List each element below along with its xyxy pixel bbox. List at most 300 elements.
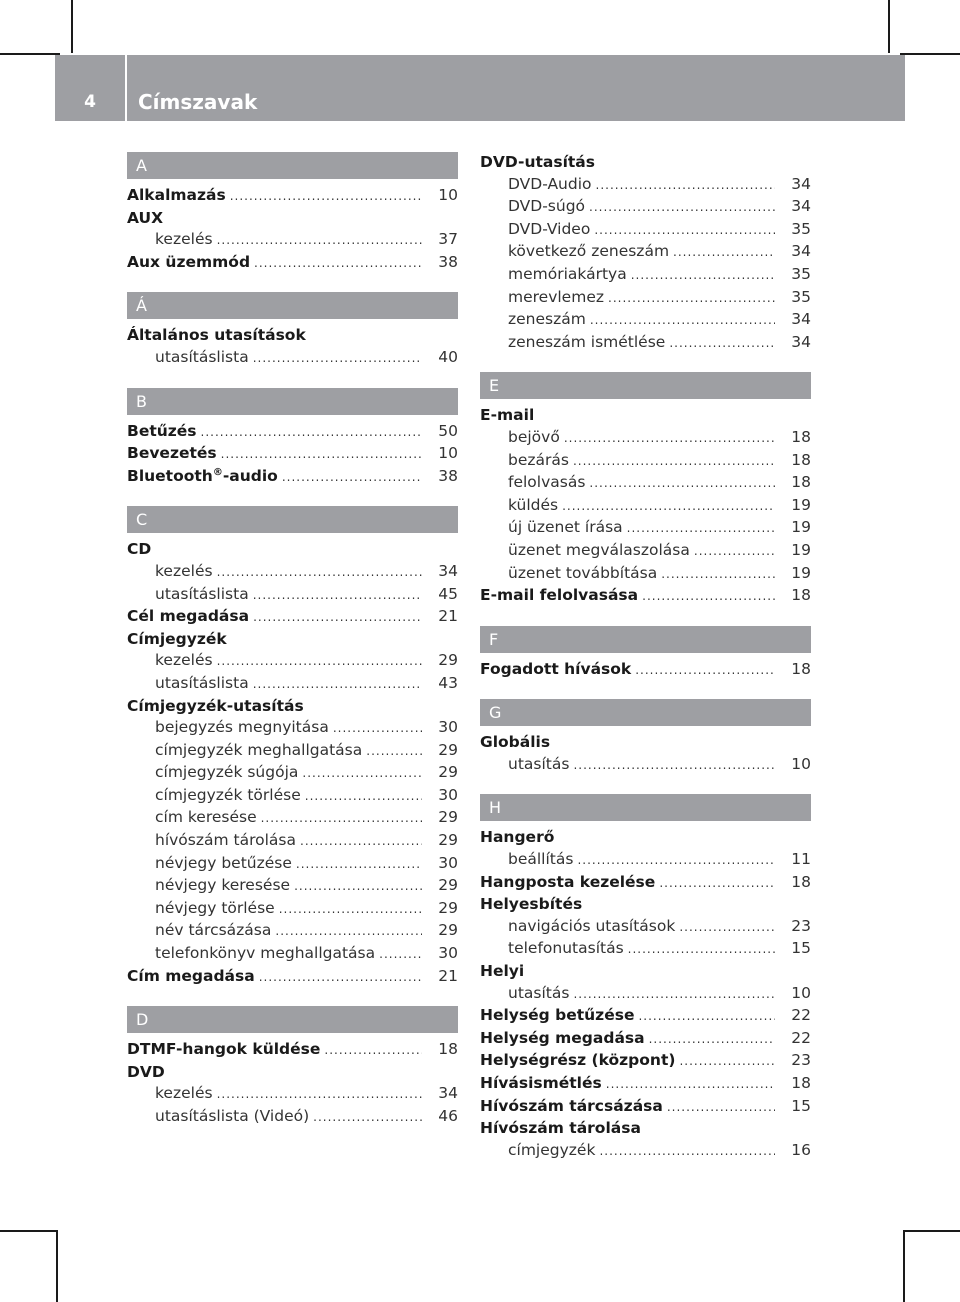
dot-leader xyxy=(253,674,422,696)
page-ref: 18 xyxy=(791,586,811,605)
index-subentry xyxy=(127,898,458,921)
dot-leader xyxy=(201,422,422,444)
page-ref: 11 xyxy=(791,850,811,869)
dot-leader xyxy=(590,310,775,332)
entry-label xyxy=(155,920,271,942)
dot-leader xyxy=(661,564,775,586)
entry-label xyxy=(155,943,375,965)
entry-label-text: üzenet továbbítása xyxy=(508,563,658,582)
page-ref: 34 xyxy=(791,242,811,261)
entry-label xyxy=(155,830,296,852)
page-ref: 34 xyxy=(791,332,811,351)
dot-leader xyxy=(642,586,775,608)
dot-leader xyxy=(313,1107,422,1129)
index-entry xyxy=(127,466,458,489)
crop-mark xyxy=(71,0,73,53)
crop-mark xyxy=(888,0,890,53)
page-ref: 35 xyxy=(791,287,811,306)
entry-label-text: címjegyzék meghallgatása xyxy=(155,740,363,759)
entry-label-text: küldés xyxy=(508,495,559,514)
entry-label xyxy=(155,875,290,897)
page-ref: 21 xyxy=(438,966,458,985)
entry-label xyxy=(155,807,257,829)
entry-label-text: telefonutasítás xyxy=(508,939,624,958)
dot-leader xyxy=(573,451,775,473)
index-heading: Címjegyzék xyxy=(127,629,227,648)
dot-leader xyxy=(324,1040,422,1062)
entry-label xyxy=(480,585,638,607)
letter-bar: G xyxy=(480,699,811,726)
letter-bar: Á xyxy=(127,292,458,319)
index-subentry xyxy=(480,916,811,939)
index-subentry xyxy=(480,938,811,961)
entry-label-text: Bluetooth xyxy=(127,466,213,485)
entry-label-text: DVD-Audio xyxy=(508,174,592,193)
index-subentry xyxy=(480,287,811,310)
entry-label-text: utasítás xyxy=(508,754,570,773)
index-subentry xyxy=(127,347,458,370)
entry-label xyxy=(508,495,558,517)
index-entry xyxy=(480,1073,811,1096)
index-subentry xyxy=(480,174,811,197)
page-ref: 43 xyxy=(438,673,458,692)
dot-leader xyxy=(589,473,775,495)
dot-leader xyxy=(261,808,422,830)
page-ref: 18 xyxy=(791,427,811,446)
dot-leader xyxy=(217,1084,422,1106)
dot-leader xyxy=(302,763,422,785)
page-ref: 18 xyxy=(791,1074,811,1092)
entry-label xyxy=(127,185,226,207)
entry-label-text: címjegyzék törlése xyxy=(155,785,301,804)
index-subentry xyxy=(480,849,811,872)
index-subentry xyxy=(127,584,458,607)
page-ref: 46 xyxy=(438,1107,458,1125)
index-subentry xyxy=(127,853,458,876)
index-entry xyxy=(480,872,811,895)
dot-leader xyxy=(217,651,422,673)
entry-label-suffix: -audio xyxy=(222,466,278,485)
entry-label xyxy=(508,517,623,539)
index-entry xyxy=(480,1050,811,1073)
page-ref: 19 xyxy=(791,495,811,514)
entry-label-text: névjegy betűzése xyxy=(155,853,292,872)
entry-label xyxy=(155,229,213,251)
page-ref: 22 xyxy=(791,1006,811,1025)
entry-label xyxy=(508,563,657,585)
entry-label-text: Hívószám tárcsázása xyxy=(480,1096,663,1115)
page-ref: 29 xyxy=(438,651,458,670)
dot-leader xyxy=(659,873,775,895)
index-entry xyxy=(480,1005,811,1028)
index-heading: Hangerő xyxy=(480,828,555,847)
entry-label xyxy=(508,540,690,562)
crop-mark xyxy=(56,1230,58,1302)
entry-label-text: utasításlista (Videó) xyxy=(155,1107,310,1125)
index-subentry xyxy=(127,943,458,966)
dot-leader xyxy=(638,1006,775,1028)
index-subentry xyxy=(127,650,458,673)
entry-label xyxy=(508,754,569,776)
page-ref: 29 xyxy=(438,740,458,759)
entry-label-text: kezelés xyxy=(155,1084,213,1103)
dot-leader xyxy=(366,741,422,763)
page-ref: 22 xyxy=(791,1028,811,1047)
page-ref: 37 xyxy=(438,230,458,249)
entry-label-text: Cím megadása xyxy=(127,966,255,985)
index-entry xyxy=(127,185,458,208)
letter-bar: C xyxy=(127,506,458,533)
entry-label-text: utasításlista xyxy=(155,673,249,692)
dot-leader xyxy=(599,1141,775,1163)
entry-label-text: E-mail felolvasása xyxy=(480,586,639,605)
index-subentry xyxy=(127,1083,458,1106)
entry-label xyxy=(508,332,665,354)
page-ref: 29 xyxy=(438,831,458,850)
page-ref: 34 xyxy=(438,1084,458,1103)
entry-label-text: zeneszám xyxy=(508,310,586,329)
index-entry xyxy=(127,606,458,629)
entry-label-text: DVD-súgó xyxy=(508,197,586,216)
index-subentry xyxy=(127,229,458,252)
page-ref: 29 xyxy=(438,898,458,917)
index-subentry xyxy=(127,785,458,808)
entry-label xyxy=(155,1083,213,1105)
page-header xyxy=(55,55,905,121)
entry-label xyxy=(127,966,255,988)
index-heading: Hívószám tárolása xyxy=(480,1119,641,1138)
dot-leader xyxy=(300,831,422,853)
dot-leader xyxy=(631,265,775,287)
page-ref: 18 xyxy=(791,473,811,492)
index-subentry xyxy=(480,219,811,242)
dot-leader xyxy=(589,197,775,219)
letter-bar: A xyxy=(127,152,458,179)
letter-bar: F xyxy=(480,626,811,653)
entry-label xyxy=(480,1073,602,1095)
entry-label xyxy=(127,1039,320,1061)
page-ref: 35 xyxy=(791,264,811,283)
entry-label xyxy=(508,983,569,1005)
page-ref: 45 xyxy=(438,584,458,603)
index-entry xyxy=(127,421,458,444)
entry-label xyxy=(508,241,669,263)
page-ref: 30 xyxy=(438,785,458,804)
page-ref: 19 xyxy=(791,563,811,582)
page-ref: 18 xyxy=(791,659,811,678)
dot-leader xyxy=(564,428,775,450)
index-subentry xyxy=(480,264,811,287)
entry-label-text: bejegyzés megnyitása xyxy=(155,718,329,737)
entry-label-text: Helységrész (központ) xyxy=(480,1051,676,1070)
entry-label-text: üzenet megválaszolása xyxy=(508,540,690,559)
entry-label-text: felolvasás xyxy=(508,473,586,492)
crop-mark xyxy=(903,1230,905,1302)
entry-label xyxy=(155,673,249,695)
entry-label-text: bejövő xyxy=(508,427,560,446)
dot-leader xyxy=(562,496,775,518)
dot-leader xyxy=(573,984,775,1006)
entry-label-text: Helység betűzése xyxy=(480,1006,635,1025)
entry-label-text: merevlemez xyxy=(508,287,604,306)
entry-label-text: DTMF-hangok küldése xyxy=(127,1040,321,1059)
dot-leader xyxy=(279,899,422,921)
dot-leader xyxy=(221,444,422,466)
entry-label-text: Hangposta kezelése xyxy=(480,872,656,891)
index-heading: DVD-utasítás xyxy=(480,153,595,171)
page-ref: 34 xyxy=(791,197,811,216)
index-subentry xyxy=(480,450,811,473)
entry-label xyxy=(155,717,329,739)
dot-leader xyxy=(694,541,775,563)
page-ref: 18 xyxy=(791,450,811,469)
crop-mark xyxy=(0,1230,56,1232)
dot-leader xyxy=(635,660,775,682)
page-ref: 35 xyxy=(791,219,811,238)
entry-label xyxy=(508,450,569,472)
index-heading: DVD xyxy=(127,1062,165,1081)
dot-leader xyxy=(573,755,775,777)
entry-label-text: utasítás xyxy=(508,983,570,1002)
entry-label-text: hívószám tárolása xyxy=(155,831,296,850)
index-subentry xyxy=(127,1106,458,1129)
entry-label xyxy=(508,196,585,218)
dot-leader xyxy=(333,718,422,740)
header-divider xyxy=(125,55,127,121)
dot-leader xyxy=(608,288,775,310)
entry-label-text: név tárcsázása xyxy=(155,921,272,940)
index-heading: AUX xyxy=(127,208,164,227)
entry-label-text: beállítás xyxy=(508,850,574,869)
index-subentry xyxy=(480,472,811,495)
page-number: 4 xyxy=(84,92,96,112)
page-ref: 50 xyxy=(438,421,458,440)
letter-bar: D xyxy=(127,1006,458,1033)
entry-label xyxy=(508,309,586,331)
page-ref: 16 xyxy=(791,1140,811,1159)
index-subentry xyxy=(480,241,811,264)
page-ref: 23 xyxy=(791,1051,811,1070)
page-ref: 30 xyxy=(438,853,458,872)
page-ref: 29 xyxy=(438,808,458,827)
entry-label xyxy=(127,421,197,443)
dot-leader xyxy=(305,786,422,808)
entry-label-text: Hívásismétlés xyxy=(480,1074,602,1092)
entry-label-text: új üzenet írása xyxy=(508,518,623,537)
page-ref: 21 xyxy=(438,607,458,626)
page-ref: 10 xyxy=(438,444,458,463)
dot-leader xyxy=(627,518,775,540)
entry-label xyxy=(127,466,278,488)
entry-label xyxy=(480,659,631,681)
page-ref: 34 xyxy=(791,310,811,329)
entry-label xyxy=(155,740,362,762)
entry-label-text: Cél megadása xyxy=(127,607,250,626)
entry-label-text: kezelés xyxy=(155,651,213,670)
index-heading: Címjegyzék-utasítás xyxy=(127,696,304,715)
page-ref: 10 xyxy=(791,754,811,773)
entry-label-text: utasításlista xyxy=(155,584,249,603)
index-subentry xyxy=(127,830,458,853)
page-ref: 40 xyxy=(438,347,458,366)
index-entry xyxy=(480,585,811,608)
dot-leader xyxy=(669,333,775,355)
dot-leader xyxy=(649,1029,775,1051)
crop-mark xyxy=(903,1230,960,1232)
entry-label xyxy=(508,938,624,960)
index-subentry xyxy=(127,561,458,584)
entry-label-text: címjegyzék xyxy=(508,1140,596,1159)
index-subentry xyxy=(127,740,458,763)
entry-label xyxy=(155,1106,309,1128)
dot-leader xyxy=(606,1074,775,1096)
entry-label xyxy=(155,347,249,369)
registered-mark: ® xyxy=(212,466,223,478)
entry-label xyxy=(155,561,213,583)
dot-leader xyxy=(294,876,422,898)
page-ref: 29 xyxy=(438,763,458,782)
page-ref: 15 xyxy=(791,939,811,958)
index-subentry xyxy=(480,540,811,563)
index-subentry xyxy=(127,920,458,943)
index-subentry xyxy=(127,762,458,785)
dot-leader xyxy=(296,854,422,876)
page-ref: 34 xyxy=(791,174,811,193)
index-subentry xyxy=(480,196,811,219)
entry-label-text: utasításlista xyxy=(155,347,249,366)
entry-label xyxy=(508,264,627,286)
entry-label-text: zeneszám ismétlése xyxy=(508,332,666,351)
dot-leader xyxy=(679,917,775,939)
page-ref: 34 xyxy=(438,561,458,580)
entry-label xyxy=(480,1005,634,1027)
index-subentry xyxy=(127,875,458,898)
letter-bar: H xyxy=(480,794,811,821)
entry-label xyxy=(480,1096,663,1118)
index-subentry xyxy=(480,517,811,540)
entry-label xyxy=(480,1050,675,1072)
page-ref: 18 xyxy=(438,1040,458,1059)
entry-label-text: következő zeneszám xyxy=(508,242,670,261)
dot-leader xyxy=(673,242,775,264)
page-ref: 18 xyxy=(791,872,811,891)
index-subentry xyxy=(127,673,458,696)
entry-label xyxy=(127,606,249,628)
page-ref: 19 xyxy=(791,540,811,559)
entry-label xyxy=(508,916,675,938)
page-ref: 30 xyxy=(438,944,458,963)
index-entry xyxy=(480,1028,811,1051)
index-subentry xyxy=(480,983,811,1006)
entry-label-text: Bevezetés xyxy=(127,444,217,463)
index-heading: Helyi xyxy=(480,962,525,981)
index-subentry xyxy=(480,563,811,586)
page-title: Címszavak xyxy=(138,90,258,114)
page-ref: 29 xyxy=(438,876,458,895)
page-ref: 38 xyxy=(438,252,458,271)
entry-label-text: Aux üzemmód xyxy=(127,252,251,271)
entry-label-text: Fogadott hívások xyxy=(480,659,632,678)
entry-label xyxy=(508,1140,595,1162)
page-ref: 38 xyxy=(438,466,458,485)
dot-leader xyxy=(259,967,422,989)
entry-label-text: memóriakártya xyxy=(508,264,627,283)
entry-label xyxy=(155,853,292,875)
dot-leader xyxy=(596,175,775,197)
entry-label xyxy=(508,427,560,449)
entry-label xyxy=(480,1028,645,1050)
page-ref: 19 xyxy=(791,518,811,537)
crop-mark xyxy=(0,53,60,55)
dot-leader xyxy=(217,562,422,584)
index-entry xyxy=(480,1096,811,1119)
index-subentry xyxy=(480,754,811,777)
dot-leader xyxy=(217,230,422,252)
dot-leader xyxy=(679,1051,775,1073)
index-entry xyxy=(480,659,811,682)
entry-label xyxy=(480,872,655,894)
dot-leader xyxy=(253,348,422,370)
entry-label xyxy=(155,584,249,606)
entry-label xyxy=(508,287,604,309)
page-ref: 30 xyxy=(438,718,458,737)
entry-label-text: telefonkönyv meghallgatása xyxy=(155,944,376,963)
index-subentry xyxy=(127,717,458,740)
dot-leader xyxy=(628,939,775,961)
entry-label xyxy=(508,174,592,196)
entry-label xyxy=(508,472,585,494)
entry-label xyxy=(155,898,275,920)
page-ref: 10 xyxy=(438,186,458,204)
index-heading: E-mail xyxy=(480,406,535,425)
index-column-right xyxy=(480,152,811,1162)
entry-label-text: bezárás xyxy=(508,450,569,469)
entry-label xyxy=(155,762,298,784)
index-entry xyxy=(127,443,458,466)
dot-leader xyxy=(275,921,422,943)
index-column-left xyxy=(127,152,458,1129)
dot-leader xyxy=(282,467,422,489)
entry-label xyxy=(155,785,301,807)
crop-mark xyxy=(900,53,960,55)
page-ref: 10 xyxy=(791,983,811,1002)
dot-leader xyxy=(253,607,422,629)
index-heading: CD xyxy=(127,540,152,559)
entry-label-text: Alkalmazás xyxy=(127,186,226,204)
entry-label-text: címjegyzék súgója xyxy=(155,763,299,782)
letter-bar: E xyxy=(480,372,811,399)
index-subentry xyxy=(127,807,458,830)
dot-leader xyxy=(594,220,775,242)
index-heading: Általános utasítások xyxy=(127,326,306,345)
page-ref: 15 xyxy=(791,1096,811,1115)
entry-label-text: DVD-Video xyxy=(508,219,591,238)
dot-leader xyxy=(667,1097,775,1119)
entry-label-text: névjegy törlése xyxy=(155,898,275,917)
entry-label-text: navigációs utasítások xyxy=(508,916,676,935)
entry-label xyxy=(508,849,573,871)
index-entry xyxy=(127,1039,458,1062)
entry-label-text: kezelés xyxy=(155,230,213,249)
index-subentry xyxy=(480,1140,811,1163)
dot-leader xyxy=(253,585,422,607)
index-subentry xyxy=(480,332,811,355)
entry-label-text: cím keresése xyxy=(155,808,257,827)
dot-leader xyxy=(254,253,422,275)
index-subentry xyxy=(480,309,811,332)
index-heading: Helyesbítés xyxy=(480,895,583,914)
index-subentry xyxy=(480,495,811,518)
